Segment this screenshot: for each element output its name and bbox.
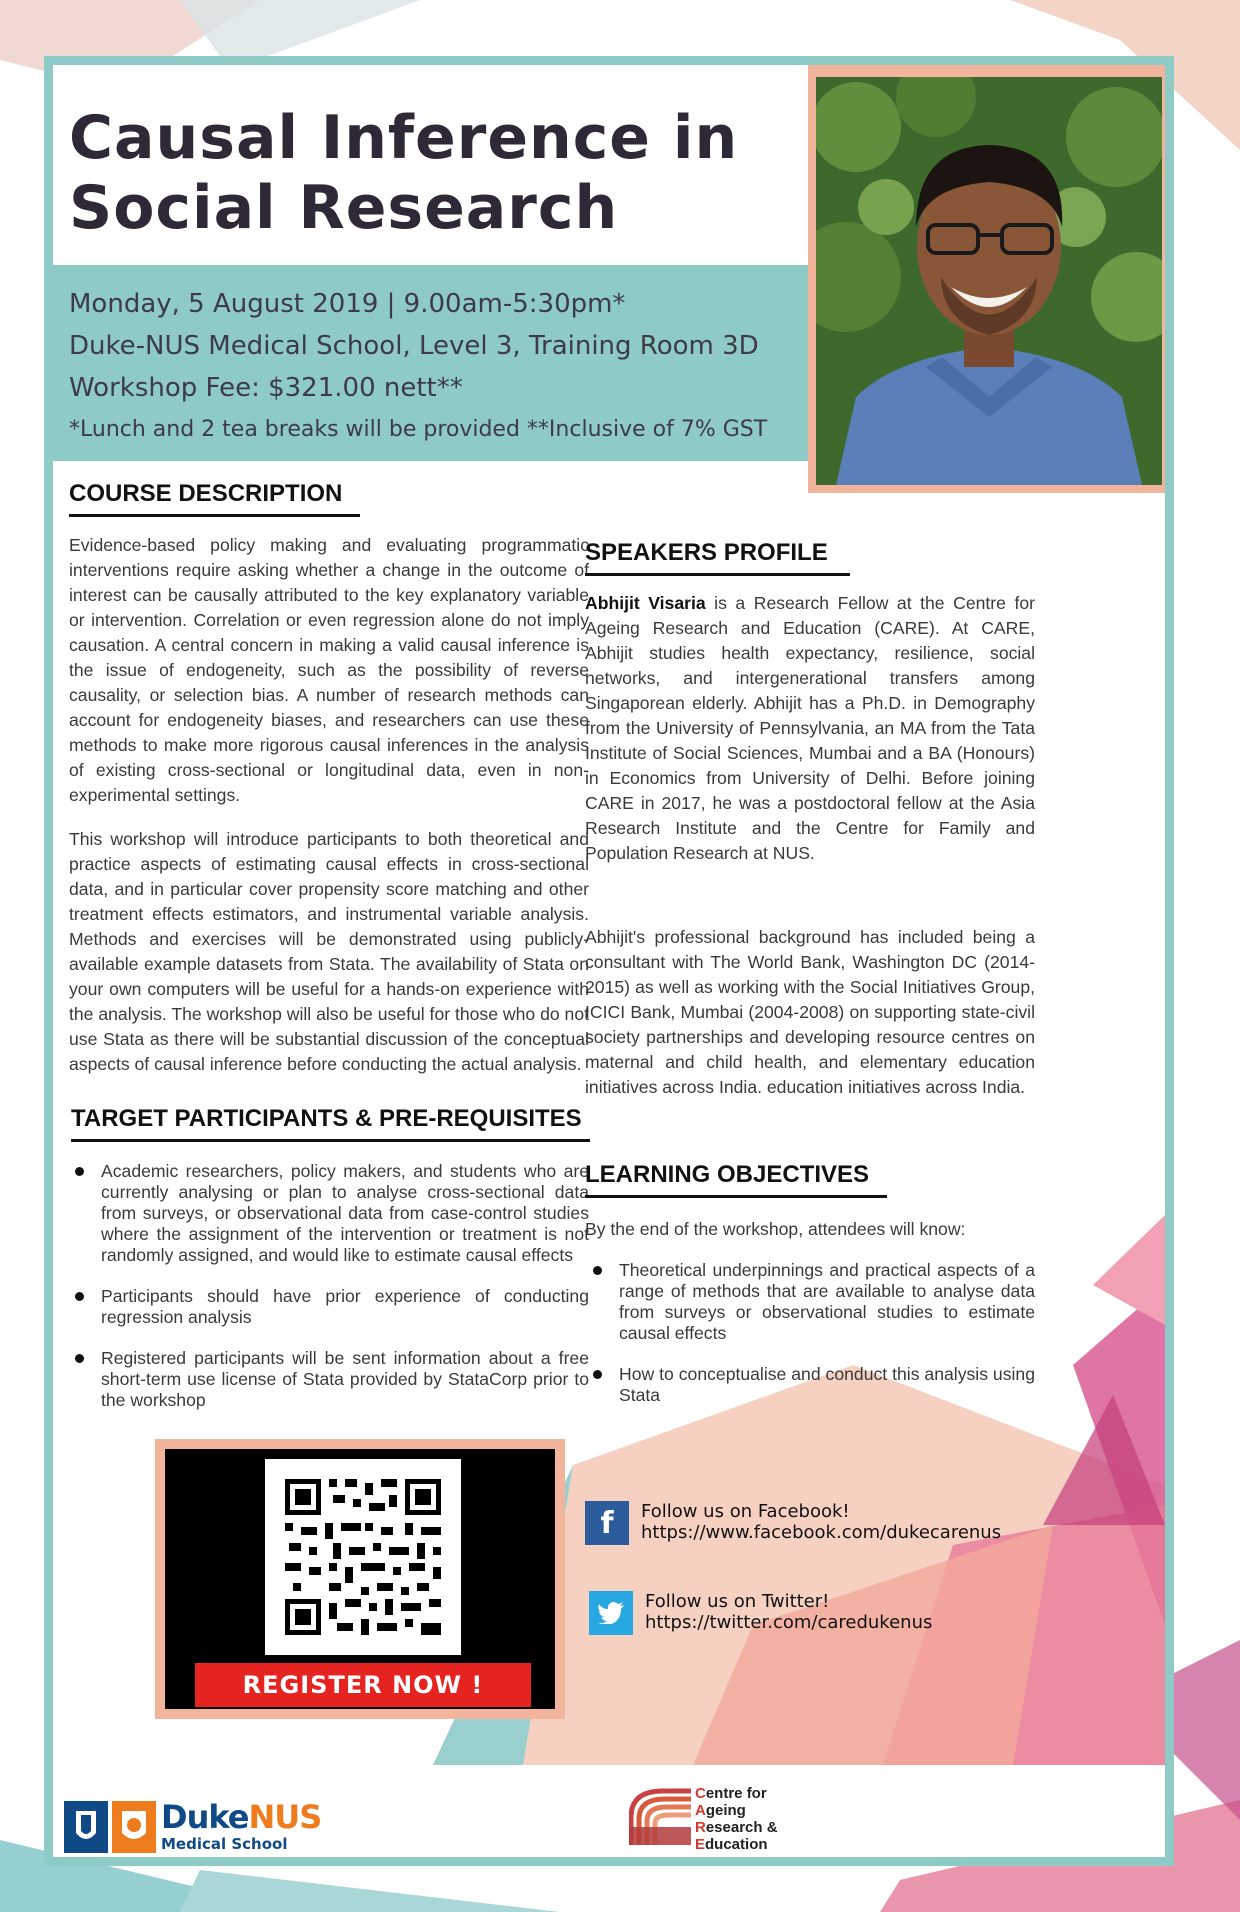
twitter-icon[interactable] xyxy=(589,1591,633,1635)
target-participants-heading: TARGET PARTICIPANTS & PRE-REQUISITES xyxy=(71,1105,590,1142)
course-description-paragraph-1: Evidence-based policy making and evaluating programmatic interventions require asking whether a change in the outcome of interest can be causally attributed to the key explanatory variable or intervention. Correlation or even regression alone do not imply causation. A central concern in making a valid causal inference is the issue of endogeneity, such as the possibility of reverse causality, or selection bias. A number of research methods can account for endogeneity biases, and researchers can use these methods to make more rigorous causal inferences in the analysis of existing cross-sectional or longitudinal data, even in non-experimental settings. xyxy=(69,535,589,805)
title-line-2: Social Research xyxy=(69,173,619,243)
page-title xyxy=(69,103,738,243)
duke-nus-wordmark: DukeNUS xyxy=(161,1798,322,1836)
title-box xyxy=(53,65,813,265)
course-description-heading: COURSE DESCRIPTION xyxy=(69,480,360,517)
course-description-paragraph-2: This workshop will introduce participants to both theoretical and practice aspects of estimating causal effects in cross-sectional data, and in particular cover propensity score matching and other treatment effects estimators, and instrumental variable analysis. Methods and exercises will be demonstrated using publicly-available example datasets from Stata. The availability of Stata on your own computers will be useful for a hands-on experience with the analysis. The workshop will also be useful for those who do not use Stata as there will be substantial discussion of the conceptual aspects of causal inference before conducting the actual analysis. xyxy=(69,829,589,1074)
register-panel xyxy=(165,1449,555,1709)
speaker-name: Abhijit Visaria xyxy=(585,593,706,613)
list-item: Participants should have prior experience of conducting regression analysis xyxy=(67,1286,589,1328)
register-now-button[interactable]: REGISTER NOW ! xyxy=(195,1663,531,1707)
register-box xyxy=(155,1439,565,1719)
twitter-url-link[interactable]: https://twitter.com/caredukenus xyxy=(645,1612,933,1633)
bullet-icon xyxy=(75,1354,84,1363)
event-date-time: Monday, 5 August 2019 | 9.00am-5:30pm* xyxy=(69,289,626,319)
event-fee: Workshop Fee: $321.00 nett** xyxy=(69,373,463,403)
learning-objectives-heading: LEARNING OBJECTIVES xyxy=(585,1161,887,1198)
list-item: How to conceptualise and conduct this analysis using Stata xyxy=(585,1364,1035,1406)
qr-code[interactable] xyxy=(265,1459,461,1655)
list-item: Registered participants will be sent information about a free short-term use license of Stata provided by StataCorp prior to the workshop xyxy=(67,1348,589,1411)
event-note: *Lunch and 2 tea breaks will be provided **Inclusive of 7% GST xyxy=(69,417,768,442)
speaker-bio-paragraph-2: Abhijit's professional background has included being a consultant with The World Bank, Washington DC (2014-2015) as well as working with the Social Initiatives Group, ICICI Bank, Mumbai (2004-2008) on supporting state-civil society partnerships and developing resource centres on maternal and child health, and elementary education initiatives across India. education initiatives across India. xyxy=(585,927,1035,1097)
title-line-1: Causal Inference in xyxy=(69,103,739,173)
bullet-icon xyxy=(593,1266,602,1275)
speaker-photo-frame xyxy=(808,65,1170,493)
speaker-photo xyxy=(816,77,1162,485)
care-arcs-icon xyxy=(629,1787,693,1847)
duke-nus-subtitle: Medical School xyxy=(161,1835,288,1853)
target-participants-list xyxy=(67,1161,589,1411)
care-wordmark: Centre for Ageing Research & Education xyxy=(695,1785,778,1853)
poster-frame xyxy=(44,56,1174,1866)
event-info-band xyxy=(53,265,813,461)
bullet-icon xyxy=(593,1370,602,1379)
list-item: Academic researchers, policy makers, and students who are currently analysing or plan to analyse cross-sectional data from surveys, or observational data from case-control studies where the assignment of the intervention or treatment is not randomly assigned, and would like to estimate causal effects xyxy=(67,1161,589,1266)
bullet-icon xyxy=(75,1167,84,1176)
learning-objectives-intro: By the end of the workshop, attendees will know: xyxy=(585,1219,966,1239)
speakers-profile-heading: SPEAKERS PROFILE xyxy=(585,539,850,576)
list-item: Theoretical underpinnings and practical aspects of a range of methods that are available to analyse data from surveys or observational studies to estimate causal effects xyxy=(585,1260,1035,1344)
facebook-url-link[interactable]: https://www.facebook.com/dukecarenus xyxy=(641,1522,1002,1543)
event-venue: Duke-NUS Medical School, Level 3, Training Room 3D xyxy=(69,331,759,361)
facebook-icon[interactable]: f xyxy=(585,1501,629,1545)
twitter-follow[interactable] xyxy=(589,1591,932,1635)
duke-nus-shield-icon xyxy=(64,1801,158,1857)
facebook-follow[interactable] xyxy=(585,1501,1001,1545)
speaker-bio-paragraph-1: Abhijit Visaria is a Research Fellow at the Centre for Ageing Research and Education (CARE). At CARE, Abhijit studies health expectancy, resilience, social networks, and intergenerational transfers among Singaporean elderly. Abhijit has a Ph.D. in Demography from the University of Pennsylvania, an MA from the Tata Institute of Social Sciences, Mumbai and a BA (Honours) in Economics from University of Delhi. Before joining CARE in 2017, he was a postdoctoral fellow at the Asia Research Institute and the Centre for Family and Population Research at NUS. xyxy=(585,593,1035,863)
twitter-follow-title: Follow us on Twitter! xyxy=(645,1591,830,1612)
facebook-follow-title: Follow us on Facebook! xyxy=(641,1501,850,1522)
learning-objectives-list xyxy=(585,1260,1035,1406)
bullet-icon xyxy=(75,1292,84,1301)
footer-logos xyxy=(53,1765,1165,1857)
